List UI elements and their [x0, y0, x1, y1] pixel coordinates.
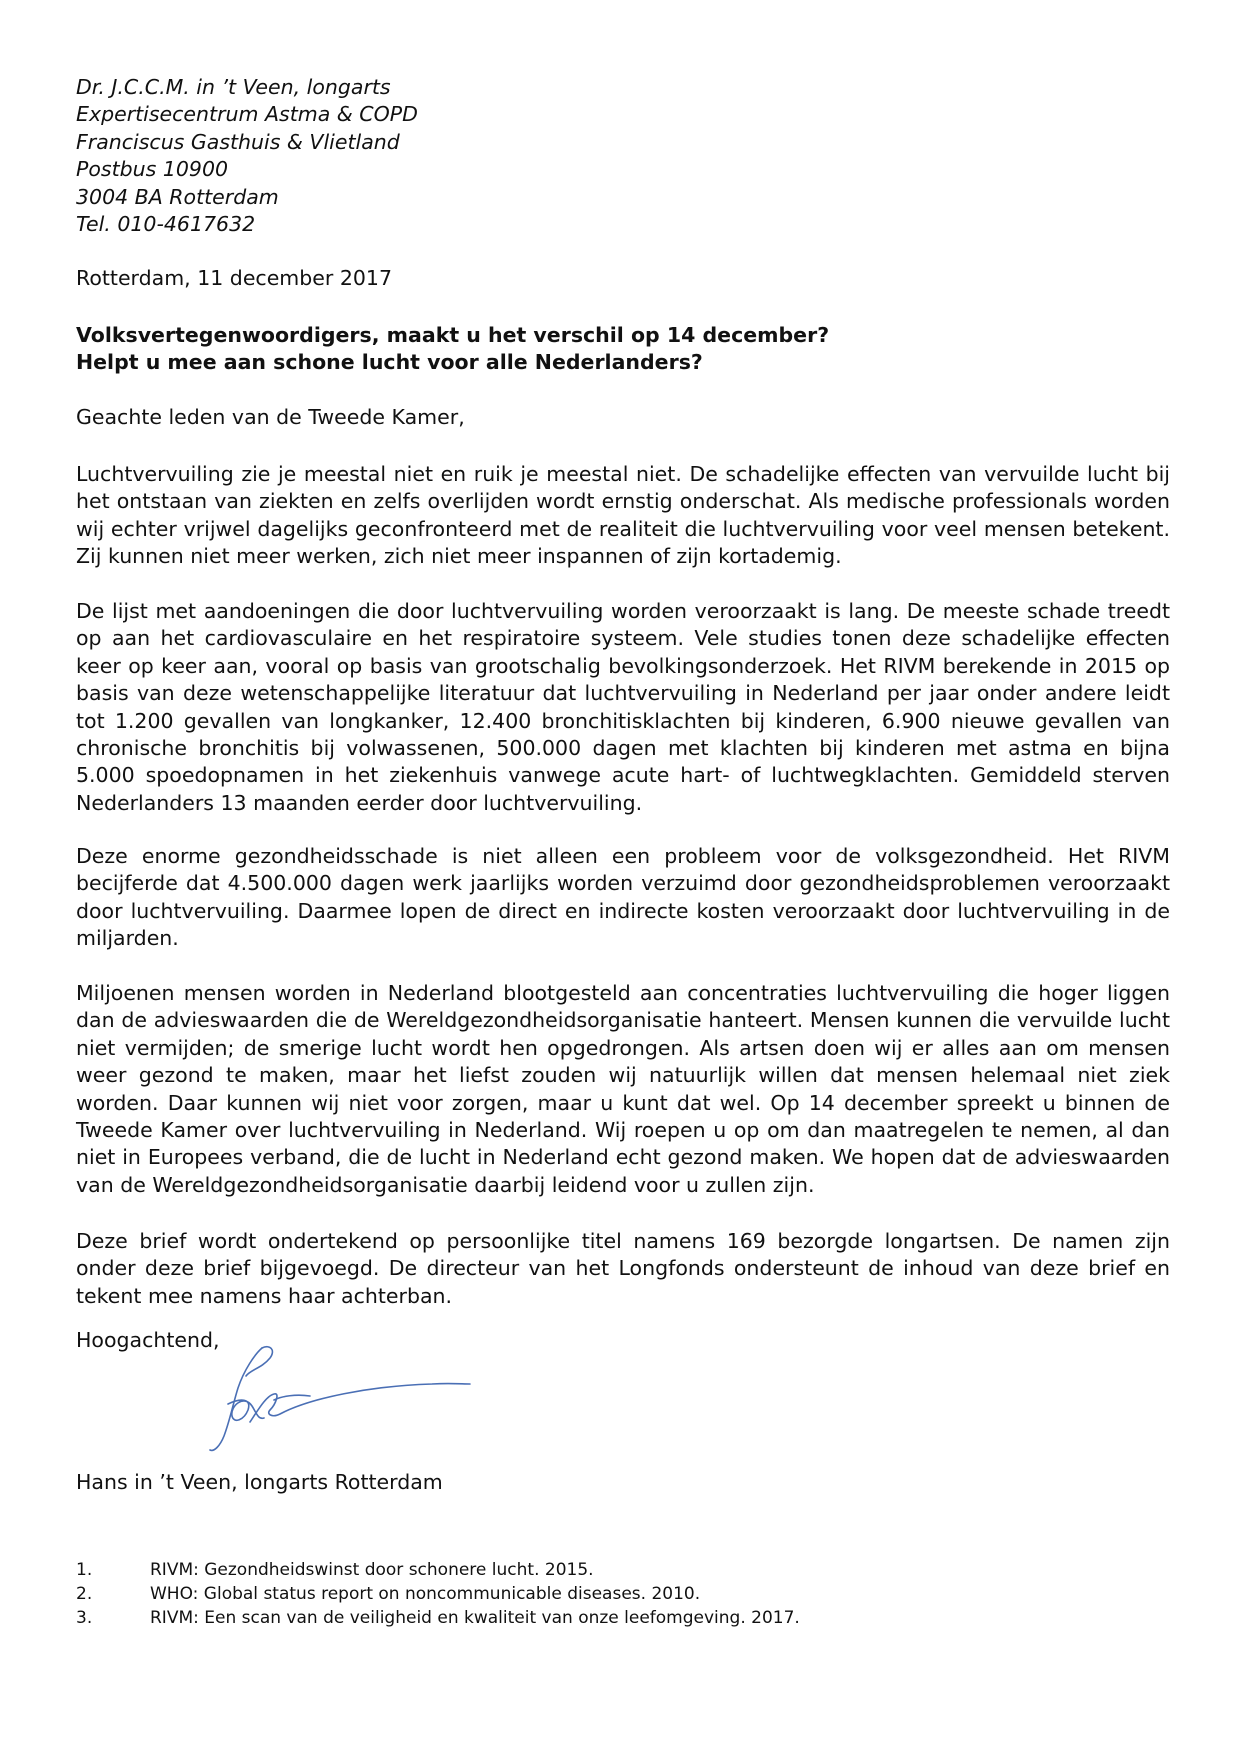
sender-line: Expertisecentrum Astma & COPD [76, 102, 418, 127]
reference-text: RIVM: Gezondheidswinst door schonere lucht. 2015. [150, 1560, 594, 1580]
references-list [76, 1558, 800, 1630]
letter-date: Rotterdam, 11 december 2017 [76, 266, 393, 290]
paragraph: De lijst met aandoeningen die door luchtvervuiling worden veroorzaakt is lang. De meeste schade treedt op aan het cardiovasculaire en het respiratoire systeem. Vele studies tonen deze schadelijke effecten keer op keer aan, vooral op basis van grootschalig bevolkingsonderzoek. Het RIVM berekende in 2015 op basis van deze wetenschappelijke literatuur dat luchtvervuiling in Nederland per jaar onder andere leidt tot 1.200 gevallen van longkanker, 12.400 bronchitisklachten bij kinderen, 6.900 nieuwe gevallen van chronische bronchitis bij volwassenen, 500.000 dagen met klachten bij kinderen met astma en bijna 5.000 spoedopnamen in het ziekenhuis vanwege acute hart- of luchtwegklachten. Gemiddeld sterven Nederlanders 13 maanden eerder door luchtvervuiling. [76, 599, 1170, 815]
reference-number: 1. [76, 1560, 93, 1580]
heading-line: Volksvertegenwoordigers, maakt u het verschil op 14 december? [76, 323, 830, 347]
reference-text: RIVM: Een scan van de veiligheid en kwaliteit van onze leefomgeving. 2017. [150, 1608, 800, 1628]
reference-text: WHO: Global status report on noncommunicable diseases. 2010. [150, 1584, 701, 1604]
sender-line: 3004 BA Rotterdam [76, 184, 279, 209]
handwritten-signature [200, 1340, 490, 1460]
sender-line: Tel. 010-4617632 [76, 212, 256, 237]
signatory-name: Hans in ’t Veen, longarts Rotterdam [76, 1470, 443, 1494]
sender-line: Dr. J.C.C.M. in ’t Veen, longarts [76, 75, 391, 99]
paragraph: Miljoenen mensen worden in Nederland blootgesteld aan concentraties luchtvervuiling die hoger liggen dan de advieswaarden die de Wereldgezondheidsorganisatie hanteert. Mensen kunnen die vervuilde lucht niet vermijden; de smerige lucht wordt hen opgedrongen. Als artsen doen wij er alles aan om mensen weer gezond te maken, maar het liefst zouden wij natuurlijk willen dat mensen helemaal niet ziek worden. Daar kunnen wij niet voor zorgen, maar u kunt dat wel. Op 14 december spreekt u binnen de Tweede Kamer over luchtvervuiling in Nederland. Wij roepen u op om dan maatregelen te nemen, al dan niet in Europees verband, die de lucht in Nederland echt gezond maken. We hopen dat de advieswaarden van de Wereldgezondheidsorganisatie daarbij leidend voor u zullen zijn. [76, 981, 1170, 1197]
reference-item [76, 1606, 800, 1630]
sender-address [76, 74, 418, 238]
reference-item [76, 1558, 800, 1582]
paragraph: Luchtvervuiling zie je meestal niet en ruik je meestal niet. De schadelijke effecten van vervuilde lucht bij het ontstaan van ziekten en zelfs overlijden wordt ernstig onderschat. Als medische professionals worden wij echter vrijwel dagelijks geconfronteerd met de realiteit die luchtvervuiling voor veel mensen betekent. Zij kunnen niet meer werken, zich niet meer inspannen of zijn kortademig. [76, 462, 1170, 569]
letter-heading [76, 322, 829, 377]
reference-number: 2. [76, 1584, 93, 1604]
paragraph: Deze brief wordt ondertekend op persoonlijke titel namens 169 bezorgde longartsen. De namen zijn onder deze brief bijgevoegd. De directeur van het Longfonds ondersteunt de inhoud van deze brief en tekent mee namens haar achterban. [76, 1229, 1170, 1308]
salutation: Geachte leden van de Tweede Kamer, [76, 405, 465, 429]
paragraph: Deze enorme gezondheidsschade is niet alleen een probleem voor de volksgezondheid. Het RIVM becijferde dat 4.500.000 dagen werk jaarlijks worden verzuimd door gezondheidsproblemen veroorzaakt door luchtvervuiling. Daarmee lopen de direct en indirecte kosten veroorzaakt door luchtvervuiling in de miljarden. [76, 844, 1170, 951]
reference-number: 3. [76, 1608, 93, 1628]
sender-line: Franciscus Gasthuis & Vlietland [76, 129, 400, 154]
sender-line: Postbus 10900 [76, 157, 229, 182]
reference-item [76, 1582, 800, 1606]
heading-line: Helpt u mee aan schone lucht voor alle Nederlanders? [76, 350, 703, 375]
closing: Hoogachtend, [76, 1328, 220, 1352]
